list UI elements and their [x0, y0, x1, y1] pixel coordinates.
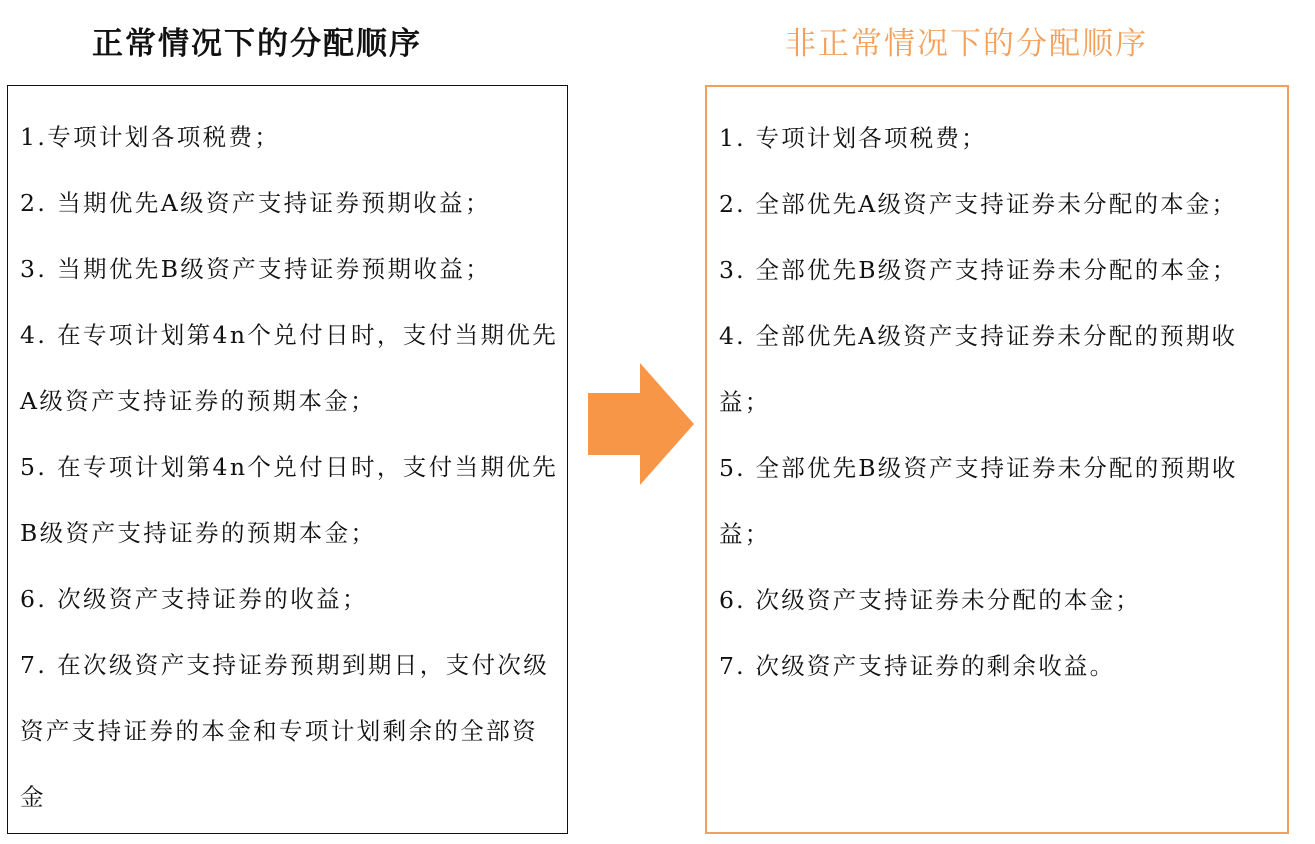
abnormal-order-item-4: 4. 全部优先A级资产支持证券未分配的预期收益； — [719, 322, 1238, 416]
abnormal-order-item-7: 7. 次级资产支持证券的剩余收益。 — [719, 652, 1116, 680]
abnormal-order-item-2: 2. 全部优先A级资产支持证券未分配的本金； — [719, 190, 1238, 218]
right-arrow-icon — [588, 363, 694, 485]
abnormal-order-item-5: 5. 全部优先B级资产支持证券未分配的预期收益； — [719, 454, 1238, 548]
abnormal-order-panel — [705, 85, 1289, 834]
normal-order-item-4: 4. 在专项计划第4n个兑付日时，支付当期优先A级资产支持证券的预期本金； — [20, 321, 559, 415]
right-arrow-shape — [588, 363, 694, 485]
abnormal-order-item-6: 6. 次级资产支持证券未分配的本金； — [719, 586, 1141, 614]
normal-order-item-3: 3. 当期优先B级资产支持证券预期收益； — [20, 255, 492, 283]
abnormal-order-title: 非正常情况下的分配顺序 — [785, 26, 1148, 62]
normal-order-title: 正常情况下的分配顺序 — [92, 26, 422, 62]
normal-order-item-1: 1.专项计划各项税费； — [20, 123, 281, 151]
normal-order-item-5: 5. 在专项计划第4n个兑付日时，支付当期优先B级资产支持证券的预期本金； — [20, 453, 559, 547]
normal-order-item-2: 2. 当期优先A级资产支持证券预期收益； — [20, 189, 491, 217]
normal-order-item-7: 7. 在次级资产支持证券预期到期日，支付次级资产支持证券的本金和专项计划剩余的全部资金 — [20, 651, 550, 811]
normal-order-item-6: 6. 次级资产支持证券的收益； — [20, 585, 368, 613]
normal-order-panel — [7, 85, 568, 834]
abnormal-order-item-1: 1. 专项计划各项税费； — [719, 124, 987, 152]
abnormal-order-item-3: 3. 全部优先B级资产支持证券未分配的本金； — [719, 256, 1238, 284]
